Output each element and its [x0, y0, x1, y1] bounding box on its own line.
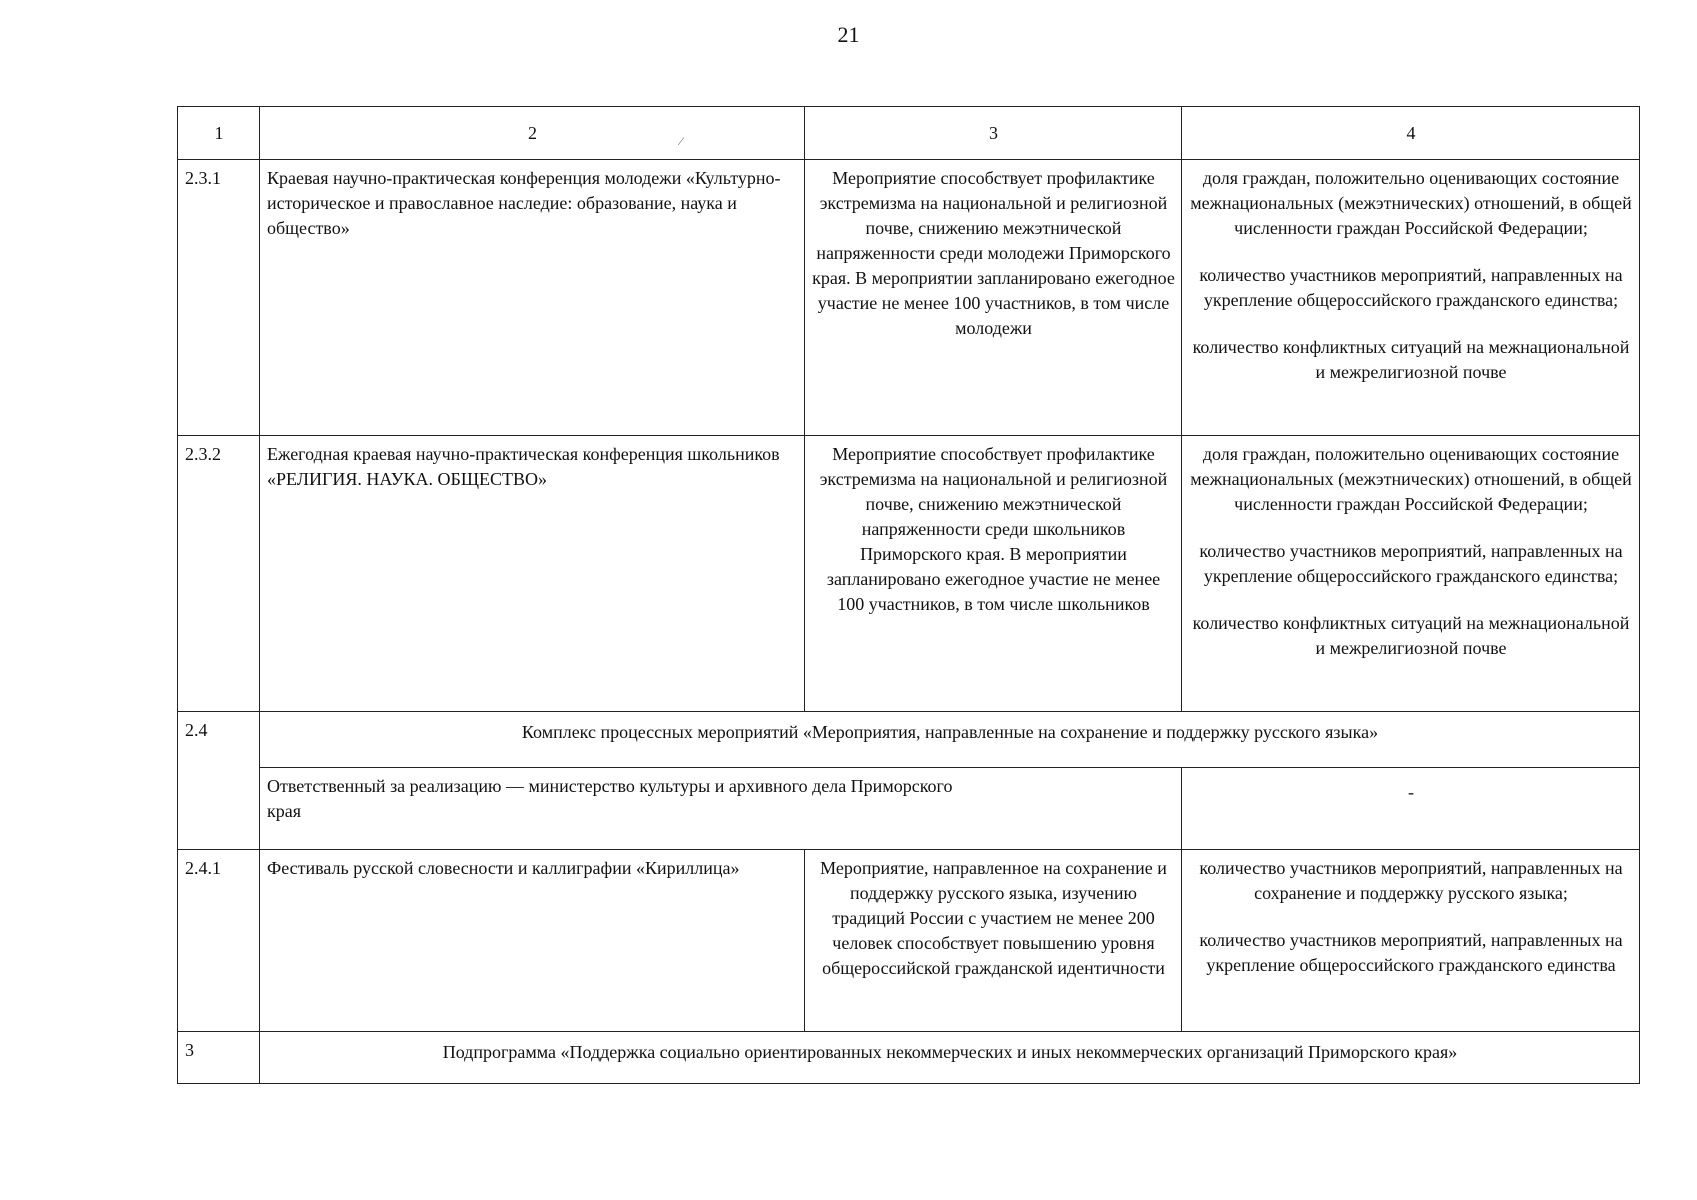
indicator-item: количество конфликтных ситуаций на межнациональной и межрелигиозной почве: [1192, 337, 1630, 382]
header-col-4: 4: [1182, 107, 1640, 160]
indicator-item: количество участников мероприятий, направленных на сохранение и поддержку русского языка;: [1199, 858, 1623, 903]
measure-indicators: [1182, 850, 1640, 1032]
measure-indicators: [1182, 436, 1640, 712]
measure-name: Краевая научно-практическая конференция молодежи «Культурно-историческое и православное наследие: образование, наука и общество»: [260, 160, 805, 436]
header-col-2: 2: [260, 107, 805, 160]
indicator-item: количество участников мероприятий, направленных на укрепление общероссийского гражданского единства: [1199, 930, 1623, 975]
table-row: [178, 436, 1640, 712]
section-number: 2.4: [178, 712, 260, 850]
table-row: [178, 160, 1640, 436]
indicator-item: доля граждан, положительно оценивающих состояние межнациональных (межэтнических) отношений, в общей численности граждан Российской Федерации;: [1190, 168, 1632, 238]
stray-mark: ⁄: [680, 134, 683, 148]
indicator-item: количество участников мероприятий, направленных на укрепление общероссийского гражданского единства;: [1199, 265, 1623, 310]
header-col-1: 1: [178, 107, 260, 160]
section-row: [178, 1032, 1640, 1084]
measures-table: [177, 106, 1640, 1084]
responsible-label: [260, 768, 1182, 850]
measure-indicators: [1182, 160, 1640, 436]
row-number: 2.4.1: [178, 850, 260, 1032]
indicator-item: количество участников мероприятий, направленных на укрепление общероссийского гражданского единства;: [1199, 541, 1623, 586]
measure-effect: Мероприятие способствует профилактике экстремизма на национальной и религиозной почве, снижению межэтнической напряженности среди школьников Приморского края. В мероприятии запланировано ежегодное участие не менее 100 участников, в том числе школьников: [805, 436, 1182, 712]
section-number: 3: [178, 1032, 260, 1084]
row-number: 2.3.1: [178, 160, 260, 436]
measure-effect: Мероприятие способствует профилактике экстремизма на национальной и религиозной почве, снижению межэтнической напряженности среди молодежи Приморского края. В мероприятии запланировано ежегодное участие не менее 100 участников, в том числе молодежи: [805, 160, 1182, 436]
responsible-row: [178, 768, 1640, 850]
section-row: [178, 712, 1640, 768]
header-col-3: 3: [805, 107, 1182, 160]
table-row: [178, 850, 1640, 1032]
section-title: Подпрограмма «Поддержка социально ориентированных некоммерческих и иных некоммерческих организаций Приморского края»: [260, 1032, 1640, 1084]
measure-effect: Мероприятие, направленное на сохранение и поддержку русского языка, изучению традиций России с участием не менее 200 человек способствует повышению уровня общероссийской гражданской идентичности: [805, 850, 1182, 1032]
responsible-text: Ответственный за реализацию — министерство культуры и архивного дела Приморского края: [267, 776, 953, 821]
page-number: 21: [837, 22, 860, 47]
measure-name: Ежегодная краевая научно-практическая конференция школьников «РЕЛИГИЯ. НАУКА. ОБЩЕСТВО»: [260, 436, 805, 712]
table-header-row: [178, 107, 1640, 160]
responsible-value: -: [1182, 768, 1640, 850]
indicator-item: доля граждан, положительно оценивающих состояние межнациональных (межэтнических) отношений, в общей численности граждан Российской Федерации;: [1190, 444, 1632, 514]
row-number: 2.3.2: [178, 436, 260, 712]
measure-name: Фестиваль русской словесности и каллиграфии «Кириллица»: [260, 850, 805, 1032]
section-title: Комплекс процессных мероприятий «Мероприятия, направленные на сохранение и поддержку русского языка»: [260, 712, 1640, 768]
indicator-item: количество конфликтных ситуаций на межнациональной и межрелигиозной почве: [1192, 613, 1630, 658]
